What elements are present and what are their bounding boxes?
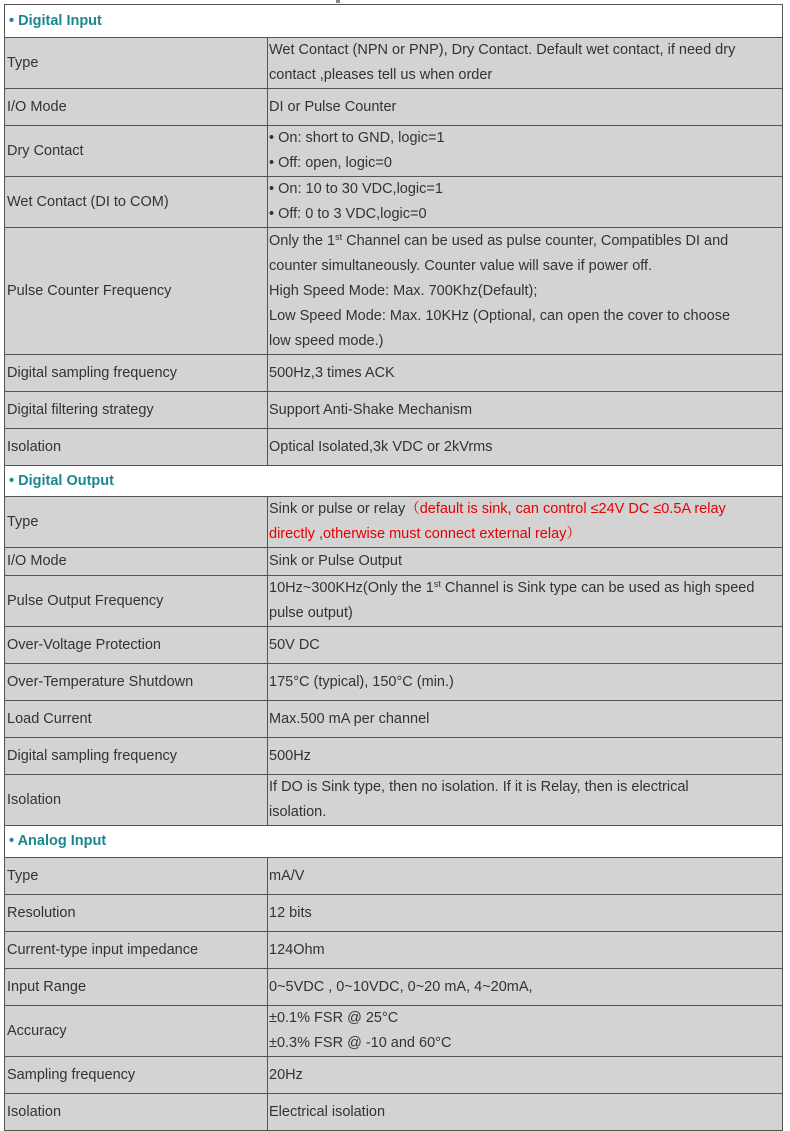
spec-value-line [269, 229, 782, 254]
spec-row [5, 497, 783, 548]
value-text: 20Hz [269, 1066, 303, 1083]
spec-label: Dry Contact [5, 126, 268, 177]
spec-value [268, 89, 783, 126]
spec-row [5, 627, 783, 664]
spec-value-line [269, 254, 782, 279]
value-text: DI or Pulse Counter [269, 98, 397, 115]
spec-label: Type [5, 497, 268, 548]
spec-label: Current-type input impedance [5, 932, 268, 969]
value-text: mA/V [269, 867, 305, 884]
highlight-note: directly ,otherwise must connect external relay） [269, 526, 581, 542]
spec-value [268, 355, 783, 392]
value-text: Max.500 mA per channel [269, 710, 430, 727]
spec-value [268, 775, 783, 826]
spec-value [268, 126, 783, 177]
spec-value-line [269, 975, 782, 1000]
spec-value-line [269, 522, 782, 547]
spec-value [268, 497, 783, 548]
spec-value-line [269, 361, 782, 386]
spec-value-line [269, 177, 782, 202]
spec-value-line [269, 151, 782, 176]
spec-value [268, 177, 783, 228]
spec-value [268, 548, 783, 576]
value-text: contact ,pleases tell us when order [269, 67, 493, 83]
spec-row [5, 355, 783, 392]
value-text: Only the 1 [269, 232, 336, 249]
spec-row [5, 775, 783, 826]
spec-value [268, 38, 783, 89]
spec-row [5, 392, 783, 429]
spec-table-body [5, 5, 783, 1131]
spec-row [5, 895, 783, 932]
spec-value-line [269, 63, 782, 88]
value-text: Channel can be used as pulse counter, Compatibles DI and [342, 232, 729, 249]
spec-label: I/O Mode [5, 548, 268, 576]
value-text: 124Ohm [269, 941, 325, 958]
spec-label: Pulse Output Frequency [5, 576, 268, 627]
spec-row [5, 576, 783, 627]
spec-row [5, 1057, 783, 1094]
spec-label: Type [5, 38, 268, 89]
section-header [5, 466, 783, 497]
value-text: 12 bits [269, 904, 312, 921]
value-text: pulse output) [269, 605, 353, 621]
spec-value-line [269, 707, 782, 732]
spec-label: Isolation [5, 775, 268, 826]
value-text: ±0.3% FSR @ -10 and 60°C [269, 1035, 452, 1051]
spec-row [5, 858, 783, 895]
spec-value-line [269, 601, 782, 626]
spec-value-line [269, 549, 782, 574]
value-text: 500Hz [269, 747, 311, 764]
value-text: • On: short to GND, logic=1 [269, 130, 445, 146]
spec-row [5, 1094, 783, 1131]
spec-value [268, 969, 783, 1006]
spec-label: Type [5, 858, 268, 895]
value-text: Low Speed Mode: Max. 10KHz (Optional, can open the cover to choose [269, 307, 731, 324]
value-text: Electrical isolation [269, 1103, 386, 1120]
spec-label: Digital filtering strategy [5, 392, 268, 429]
spec-value-line [269, 497, 782, 522]
spec-label: Resolution [5, 895, 268, 932]
spec-value-line [269, 398, 782, 423]
spec-value-line [269, 329, 782, 354]
value-text: counter simultaneously. Counter value will save if power off. [269, 257, 653, 274]
value-text: 10Hz~300KHz(Only the 1 [269, 580, 434, 596]
spec-value-line [269, 775, 782, 800]
value-text: • Off: open, logic=0 [269, 155, 392, 171]
spec-label: I/O Mode [5, 89, 268, 126]
value-text: • On: 10 to 30 VDC,logic=1 [269, 181, 443, 197]
value-text: Sink or pulse or relay [269, 501, 406, 517]
spec-label: Isolation [5, 1094, 268, 1131]
spec-row [5, 932, 783, 969]
value-text: ±0.1% FSR @ 25°C [269, 1010, 399, 1026]
spec-label: Sampling frequency [5, 1057, 268, 1094]
spec-row [5, 1006, 783, 1057]
spec-row [5, 701, 783, 738]
spec-value [268, 895, 783, 932]
spec-value-line [269, 435, 782, 460]
spec-label: Pulse Counter Frequency [5, 228, 268, 355]
spec-value [268, 576, 783, 627]
section-title: • Digital Output [5, 466, 783, 497]
spec-value [268, 1006, 783, 1057]
spec-value-line [269, 202, 782, 227]
spec-row [5, 429, 783, 466]
value-text: Channel is Sink type can be used as high speed [440, 580, 755, 596]
value-text: Wet Contact (NPN or PNP), Dry Contact. Default wet contact, if need dry [269, 42, 736, 58]
spec-row [5, 664, 783, 701]
spec-value-line [269, 744, 782, 769]
spec-value [268, 429, 783, 466]
spec-value [268, 1057, 783, 1094]
value-text: 0~5VDC , 0~10VDC, 0~20 mA, 4~20mA, [269, 978, 533, 995]
value-text: 175°C (typical), 150°C (min.) [269, 673, 454, 690]
spec-row [5, 38, 783, 89]
value-text: isolation. [269, 804, 327, 820]
value-text: If DO is Sink type, then no isolation. If it is Relay, then is electrical [269, 779, 689, 795]
ordinal-suffix: st [433, 579, 441, 589]
top-edge-mark [336, 0, 340, 3]
value-text: Sink or Pulse Output [269, 553, 402, 569]
spec-label: Accuracy [5, 1006, 268, 1057]
spec-value [268, 932, 783, 969]
section-title: • Analog Input [5, 826, 783, 858]
spec-label: Wet Contact (DI to COM) [5, 177, 268, 228]
value-text: High Speed Mode: Max. 700Khz(Default); [269, 282, 538, 299]
spec-value-line [269, 1006, 782, 1031]
spec-value-line [269, 864, 782, 889]
section-header [5, 5, 783, 38]
spec-row [5, 969, 783, 1006]
value-text: 500Hz,3 times ACK [269, 364, 395, 381]
spec-value-line [269, 938, 782, 963]
spec-value-line [269, 38, 782, 63]
value-text: 50V DC [269, 636, 320, 653]
section-title: • Digital Input [5, 5, 783, 38]
spec-value [268, 392, 783, 429]
spec-label: Load Current [5, 701, 268, 738]
spec-row [5, 738, 783, 775]
value-text: low speed mode.) [269, 332, 384, 349]
spec-label: Over-Temperature Shutdown [5, 664, 268, 701]
spec-value [268, 664, 783, 701]
spec-value-line [269, 1100, 782, 1125]
spec-value [268, 228, 783, 355]
spec-value-line [269, 126, 782, 151]
spec-label: Over-Voltage Protection [5, 627, 268, 664]
spec-table [4, 4, 783, 1131]
spec-row [5, 89, 783, 126]
spec-row [5, 228, 783, 355]
spec-value-line [269, 95, 782, 120]
spec-value [268, 701, 783, 738]
spec-value-line [269, 670, 782, 695]
spec-value [268, 858, 783, 895]
spec-value [268, 627, 783, 664]
spec-row [5, 177, 783, 228]
spec-value-line [269, 304, 782, 329]
spec-value-line [269, 901, 782, 926]
spec-label: Isolation [5, 429, 268, 466]
spec-value [268, 1094, 783, 1131]
spec-value-line [269, 1031, 782, 1056]
spec-value-line [269, 800, 782, 825]
value-text: • Off: 0 to 3 VDC,logic=0 [269, 206, 427, 222]
spec-value-line [269, 633, 782, 658]
spec-value-line [269, 1063, 782, 1088]
spec-value-line [269, 279, 782, 304]
spec-row [5, 548, 783, 576]
spec-value [268, 738, 783, 775]
spec-label: Input Range [5, 969, 268, 1006]
section-header [5, 826, 783, 858]
spec-label: Digital sampling frequency [5, 355, 268, 392]
spec-value-line [269, 576, 782, 601]
ordinal-suffix: st [335, 231, 343, 242]
spec-row [5, 126, 783, 177]
highlight-note: （default is sink, can control ≤24V DC ≤0.5A relay [405, 501, 726, 517]
spec-label: Digital sampling frequency [5, 738, 268, 775]
value-text: Optical Isolated,3k VDC or 2kVrms [269, 438, 493, 455]
value-text: Support Anti-Shake Mechanism [269, 401, 473, 418]
